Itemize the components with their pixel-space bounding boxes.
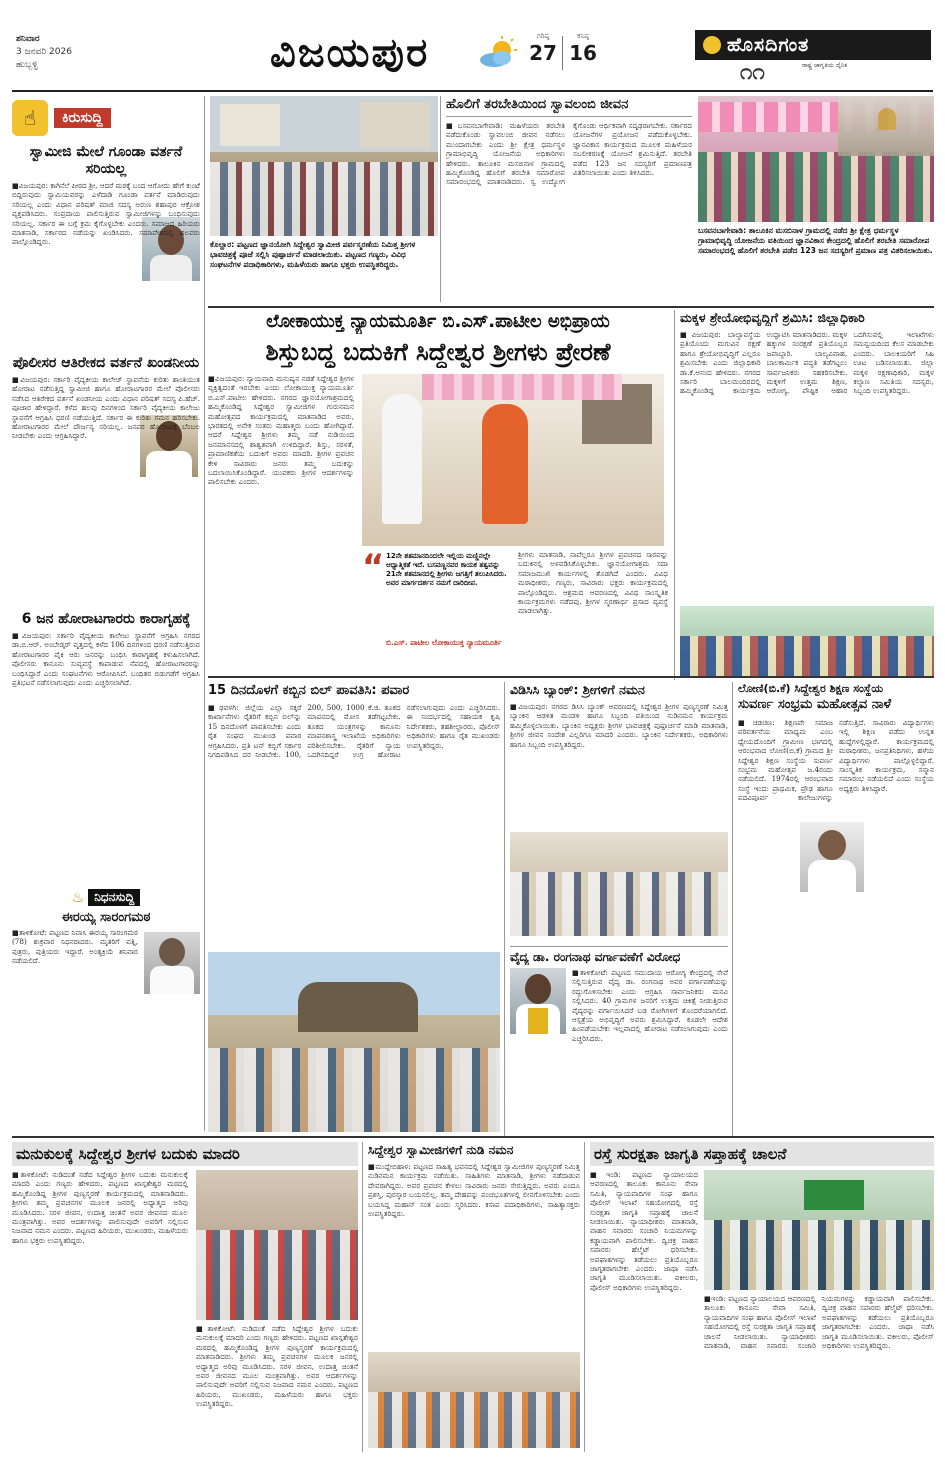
brand-logo	[695, 30, 931, 60]
lokayukta-quote-box	[362, 547, 512, 666]
obituary-name: ಈರಯ್ಯ ಸಾರಂಗಮಠ	[61, 910, 151, 925]
brand-tagline: ರಾಷ್ಟ್ರ ಜಾಗೃತಿಯ ದೈನಿಕ	[802, 62, 848, 69]
brand-name: ಹೊಸದಿಗಂತ	[727, 34, 810, 56]
vaidya-body: ■ತಾಳಿಕೋಟೆ: ಪಟ್ಟಣದ ಸಮುದಾಯ ಆರೋಗ್ಯ ಕೇಂದ್ರದಲ್ಲಿ ಸೇವೆ ಸಲ್ಲಿಸುತ್ತಿರುವ ವೈದ್ಯ ಡಾ. ರಂಗನಾಥ ಅವರ ವರ್ಗಾವಣೆಯನ್ನು ರದ್ದುಗೊಳಿಸಬೇಕು ಎಂದು ಆಗ್ರಹಿಸಿ ಸಾರ್ವಜನಿಕರು ಮನವಿ ಸಲ್ಲಿಸಿದರು. 40 ಗ್ರಾಮಗಳ ಜನರಿಗೆ ಉತ್ತಮ ಚಿಕಿತ್ಸೆ ನೀಡುತ್ತಿರುವ ವೈದ್ಯರನ್ನು ವರ್ಗಾಯಿಸಿದರೆ ಬಡ ರೋಗಿಗಳಿಗೆ ತೊಂದರೆಯಾಗಲಿದೆ. ಆಸ್ಪತ್ರೆಯ ಅಭಿವೃದ್ಧಿಗೆ ಅವರು ಶ್ರಮಿಸಿದ್ದಾರೆ. ಕೂಡಲೇ ಆದೇಶ ಹಿಂಪಡೆಯಬೇಕು ಇಲ್ಲವಾದಲ್ಲಿ ಹೋರಾಟ ನಡೆಸಲಾಗುವುದು ಎಂದು ಎಚ್ಚರಿಸಿದರು.	[572, 968, 728, 1043]
bottom-body-1: ■ತಾಳಿಕೋಟೆ: ನುಡಿದಂತೆ ನಡೆದ ಸಿದ್ದೇಶ್ವರ ಶ್ರೀಗಳ ಬದುಕು ಮನುಕುಲಕ್ಕೆ ಮಾದರಿ ಎಂದು ಗಣ್ಯರು ಹೇಳಿದರು. ಪಟ್ಟಣದ ಖಾಸ್ಗತೇಶ್ವರ ಮಠದಲ್ಲಿ ಹಮ್ಮಿಕೊಂಡಿದ್ದ ಶ್ರೀಗಳ ಪುಣ್ಯಸ್ಮರಣೆ ಕಾರ್ಯಕ್ರಮದಲ್ಲಿ ಮಾತನಾಡಿದರು. ಶ್ರೀಗಳು ತಮ್ಮ ಪ್ರವಚನಗಳ ಮೂಲಕ ಜನರಲ್ಲಿ ಅಧ್ಯಾತ್ಮದ ಅರಿವು ಮೂಡಿಸಿದರು. ಸರಳ ಜೀವನ, ಉದಾತ್ತ ಚಿಂತನೆ ಅವರ ಜೀವನದ ಮೂಲ ಮಂತ್ರವಾಗಿತ್ತು. ಅವರ ಆದರ್ಶಗಳನ್ನು ಪಾಲಿಸುವುದೇ ಅವರಿಗೆ ಸಲ್ಲಿಸುವ ನಿಜವಾದ ನಮನ ಎಂದರು. ಪಟ್ಟಣದ ಹಿರಿಯರು, ಮುಖಂಡರು, ಮಹಿಳೆಯರು ಹಾಗೂ ಭಕ್ತರು ಉಪಸ್ಥಿತರಿದ್ದರು.	[12, 1170, 188, 1245]
lone-article	[738, 682, 934, 1136]
felicitation-photo	[210, 96, 438, 236]
max-temp-block	[524, 32, 562, 65]
obituary-body: ■ತಾಳಿಕೋಟೆ: ಪಟ್ಟಣದ ನಿವಾಸಿ ಈರಯ್ಯ ಸಾರಂಗಮಠ (78) ಶುಕ್ರವಾರ ನಿಧನರಾದರು. ಮೃತರಿಗೆ ಪತ್ನಿ, ಪುತ್ರರು, ಪುತ್ರಿಯರು ಇದ್ದಾರೆ. ಅಂತ್ಯಕ್ರಿಯೆ ಶನಿವಾರ ನಡೆಯಲಿದೆ.	[12, 928, 138, 966]
lone-title: ಸುವರ್ಣ ಸಂಭ್ರಮ ಮಹೋತ್ಸವ ನಾಳೆ	[738, 697, 892, 712]
makkala-title: ಮಕ್ಕಳ ಶ್ರೇಯೋಭಿವೃದ್ಧಿಗೆ ಶ್ರಮಿಸಿ: ಜಿಲ್ಲಾಧಿಕಾರಿ	[680, 310, 865, 325]
bottom-article-1	[12, 1142, 358, 1452]
lamp-icon: ♨	[71, 889, 85, 906]
edition-title: ವಿಜಯಪುರ	[270, 30, 430, 76]
lokayukta-title: ಶಿಸ್ತುಬದ್ಧ ಬದುಕಿಗೆ ಸಿದ್ದೇಶ್ವರ ಶ್ರೀಗಳು ಪ್ರೇರಣೆ	[265, 338, 611, 366]
lokayukta-body-2: ಶ್ರೀಗಳು ಮಾತನಾಡಿ, ನಾವೆಲ್ಲರೂ ಶ್ರೀಗಳ ಪ್ರವಚನದ ಸಾರವನ್ನು ಬದುಕಿನಲ್ಲಿ ಅಳವಡಿಸಿಕೊಳ್ಳಬೇಕು. ಜ್ಞಾನಯೋಗಾಶ್ರಮ ಸದಾ ಸಮಾಜಮುಖಿ ಕಾರ್ಯಗಳಲ್ಲಿ ತೊಡಗಿದೆ ಎಂದರು. ವಿವಿಧ ಮಠಾಧೀಶರು, ಗಣ್ಯರು, ಸಾವಿರಾರು ಭಕ್ತರು ಕಾರ್ಯಕ್ರಮದಲ್ಲಿ ಪಾಲ್ಗೊಂಡಿದ್ದರು. ಆಶ್ರಮದ ಆವರಣದಲ್ಲಿ ವಿವಿಧ ಸಾಂಸ್ಕೃತಿಕ ಕಾರ್ಯಕ್ರಮಗಳು ನಡೆದವು. ಶ್ರೀಗಳ ಸ್ಮರಣಾರ್ಥ ಪ್ರಸಾದ ವ್ಯವಸ್ಥೆ ಮಾಡಲಾಗಿತ್ತು.	[518, 550, 668, 616]
min-temp-label: ಕನಿಷ್ಠ	[577, 32, 589, 40]
bottom-title-1: ಮನುಕುಲಕ್ಕೆ ಸಿದ್ದೇಶ್ವರ ಶ್ರೀಗಳ ಬದುಕು ಮಾದರಿ	[12, 1142, 358, 1166]
kiru-suddi-section	[12, 96, 200, 1131]
nidhana-header	[12, 889, 200, 906]
kiru-headline-3: 6 ಜನ ಹೋರಾಟಗಾರರು ಕಾರಾಗೃಹಕ್ಕೆ	[21, 611, 191, 627]
bill-title: 15 ದಿನದೊಳಗೆ ಕಬ್ಬಿನ ಬಿಲ್ ಪಾವತಿಸಿ: ಪವಾರ	[208, 683, 410, 698]
bill-article	[208, 682, 500, 1136]
lokayukta-article	[208, 310, 668, 670]
max-temp-value: 27	[529, 41, 557, 65]
children-event-photo	[680, 606, 934, 676]
kiru-body-3: ■ವಿಜಯಪುರ: ಸರ್ಕಾರಿ ವೈದ್ಯಕೀಯ ಕಾಲೇಜು ಸ್ಥಾಪನೆಗೆ ಆಗ್ರಹಿಸಿ ನಗರದ ಡಾ.ಬಿ.ಆರ್. ಅಂಬೇಡ್ಕರ್ ವೃತ್ತದಲ್ಲಿ ಕಳೆದ 106 ದಿನಗಳಿಂದ ಧರಣಿ ನಡೆಸುತ್ತಿರುವ ಹೋರಾಟಗಾರರ ಪೈಕಿ ಆರು ಜನರನ್ನು ಬಂಧಿಸಿ ಕಾರಾಗೃಹಕ್ಕೆ ಕಳುಹಿಸಲಾಗಿದೆ. ಪೊಲೀಸರು ಕಾನೂನು ಸುವ್ಯವಸ್ಥೆ ಕಾಪಾಡುವ ನೆಪದಲ್ಲಿ ಹೋರಾಟಗಾರರನ್ನು ಬಂಧಿಸಿದ್ದಾರೆ ಎಂದು ಸಂಘಟನೆಗಳು ಆರೋಪಿಸಿವೆ. ಬಂಧಿತರ ಬಿಡುಗಡೆಗೆ ಆಗ್ರಹಿಸಿ ಪ್ರತಿಭಟನೆ ನಡೆಸಲಾಗುವುದು ಎಂದು ಎಚ್ಚರಿಸಲಾಗಿದೆ.	[12, 631, 200, 688]
kiru-suddi-header	[12, 96, 200, 140]
min-temp-value: 16	[569, 41, 597, 65]
day-label: ಶನಿವಾರ	[16, 34, 40, 44]
holige-title: ಹೊಲಿಗೆ ತರಬೇತಿಯಿಂದ ಸ್ವಾವಲಂಬಿ ಜೀವನ	[446, 96, 692, 117]
lokayukta-quote-by: ಬಿ.ಎಸ್. ಪಾಟೀಲ ಲೋಕಾಯುಕ್ತ ನ್ಯಾಯಮೂರ್ತಿ	[386, 638, 502, 647]
date-label: 3 ಜನವರಿ 2026	[16, 47, 72, 57]
vdcc-article	[510, 682, 728, 942]
lokayukta-kicker: ಲೋಕಾಯುಕ್ತ ನ್ಯಾಯಮೂರ್ತಿ ಬಿ.ಎಸ್.ಪಾಟೀಲ ಅಭಿಪ್ರಾಯ	[266, 311, 610, 332]
makkala-article	[680, 310, 934, 680]
tailoring-caption: ಬಸವನಬಾಗೇವಾಡಿ: ತಾಲೂಕಿನ ಮಸಬಿನಾಳ ಗ್ರಾಮದಲ್ಲಿ ನಡೆದ ಶ್ರೀ ಕ್ಷೇತ್ರ ಧರ್ಮಸ್ಥಳ ಗ್ರಾಮಾಭಿವೃದ್ಧಿ ಯೋಜನೆಯ ವತಿಯಿಂದ ಜ್ಞಾನವಿಕಾಸ ಕೇಂದ್ರದಲ್ಲಿ ಹೊಲಿಗೆ ತರಬೇತಿ ಸಮಾರೋಪ ಸಮಾರಂಭದಲ್ಲಿ ಹೊಲಿಗೆ ತರಬೇತಿ ಪಡೆದ 123 ಜನ ಸದಸ್ಯರಿಗೆ ಪ್ರಮಾಣ ಪತ್ರ ವಿತರಿಸಲಾಯಿತು.	[698, 226, 933, 255]
city-label: ಹುಬ್ಬಳ್ಳಿ	[16, 60, 38, 70]
masthead	[12, 30, 933, 90]
bottom-body-2: ■ಮುದ್ದೇಬಿಹಾಳ: ಪಟ್ಟಣದ ಸಾಹಿತ್ಯ ಭವನದಲ್ಲಿ ಸಿದ್ದೇಶ್ವರ ಸ್ವಾಮೀಜಿಗಳ ಪುಣ್ಯಸ್ಮರಣೆ ನಿಮಿತ್ತ ನುಡಿನಮನ ಕಾರ್ಯಕ್ರಮ ನಡೆಯಿತು. ಸಾಹಿತಿಗಳು ಮಾತನಾಡಿ, ಶ್ರೀಗಳು ನಡೆದಾಡುವ ದೇವರಾಗಿದ್ದರು. ಅವರ ಪ್ರವಚನ ಕೇಳಲು ಸಾವಿರಾರು ಜನರು ಸೇರುತ್ತಿದ್ದರು. ಅವರು ಎಂದೂ ಪ್ರಶಸ್ತಿ, ಪುರಸ್ಕಾರ ಬಯಸಲಿಲ್ಲ. ತಮ್ಮ ದೇಹವನ್ನು ಪಂಚಭೂತಗಳಲ್ಲಿ ಲೀನಗೊಳಿಸಬೇಕು ಎಂದು ಬಯಸಿದ್ದ ಮಹಾನ್ ಸಂತ ಎಂದು ಸ್ಮರಿಸಿದರು. ಕಸಾಪ ಪದಾಧಿಕಾರಿಗಳು, ಸಾಹಿತ್ಯಾಸಕ್ತರು ಉಪಸ್ಥಿತರಿದ್ದರು.	[368, 1162, 580, 1219]
bottom-title-2: ಸಿದ್ದೇಶ್ವರ ಸ್ವಾಮೀಜಿಗಳಿಗೆ ನುಡಿ ನಮನ	[368, 1143, 514, 1157]
hand-icon: ☝	[12, 100, 48, 136]
lone-body: ■ಚಡಚಣ: ಶಿಕ್ಷಣವೇ ಸಮಾಜ ಪರಿವರ್ತನೆಯ ಮಾಧ್ಯಮ ಎಂಬ ಧ್ಯೇಯದೊಂದಿಗೆ ಗ್ರಾಮೀಣ ಭಾಗದಲ್ಲಿ ಆರಂಭವಾದ ಲೋಣಿ(ಬಿ.ಕೆ) ಗ್ರಾಮದ ಶ್ರೀ ಸಿದ್ದೇಶ್ವರ ಶಿಕ್ಷಣ ಸಂಸ್ಥೆಯ ಸುವರ್ಣ ಸಂಭ್ರಮ ಮಹೋತ್ಸವ ಜ.4ರಂದು ನಡೆಯಲಿದೆ. 1974ರಲ್ಲಿ ಆರಂಭವಾದ ಸಂಸ್ಥೆ ಇಂದು ಪ್ರಾಥಮಿಕ, ಪ್ರೌಢ ಹಾಗೂ ಪದವಿಪೂರ್ವ ಕಾಲೇಜುಗಳನ್ನು ನಡೆಸುತ್ತಿದೆ. ಸಾವಿರಾರು ವಿದ್ಯಾರ್ಥಿಗಳು ಇಲ್ಲಿ ಶಿಕ್ಷಣ ಪಡೆದು ಉನ್ನತ ಹುದ್ದೆಗಳಲ್ಲಿದ್ದಾರೆ. ಕಾರ್ಯಕ್ರಮದಲ್ಲಿ ಮಠಾಧೀಶರು, ಜನಪ್ರತಿನಿಧಿಗಳು, ಹಳೆಯ ವಿದ್ಯಾರ್ಥಿಗಳು ಪಾಲ್ಗೊಳ್ಳಲಿದ್ದಾರೆ. ಸಾಂಸ್ಕೃತಿಕ ಕಾರ್ಯಕ್ರಮ, ಸನ್ಮಾನ ಸಮಾರಂಭ ನಡೆಯಲಿದೆ ಎಂದು ಸಂಸ್ಥೆಯ ಅಧ್ಯಕ್ಷರು ತಿಳಿಸಿದ್ದಾರೆ.	[738, 718, 934, 803]
min-temp-block	[564, 32, 602, 65]
kiru-suddi-label: ಕಿರುಸುದ್ದಿ	[54, 108, 111, 128]
kiru-headline-2: ಪೊಲೀಸರ ಆತಿರೇಕದ ವರ್ತನೆ ಖಂಡನೀಯ	[12, 355, 200, 371]
doctor-portrait-photo	[510, 968, 566, 1034]
vaidya-article	[510, 946, 728, 1136]
bottom-body-3: ■ಇಂಡಿ: ಪಟ್ಟಣದ ನ್ಯಾಯಾಲಯದ ಆವರಣದಲ್ಲಿ ತಾಲೂಕು ಕಾನೂನು ಸೇವಾ ಸಮಿತಿ, ನ್ಯಾಯವಾದಿಗಳ ಸಂಘ ಹಾಗೂ ಪೊಲೀಸ್ ಇಲಾಖೆ ಸಹಯೋಗದಲ್ಲಿ ರಸ್ತೆ ಸುರಕ್ಷತಾ ಜಾಗೃತಿ ಸಪ್ತಾಹಕ್ಕೆ ಚಾಲನೆ ನೀಡಲಾಯಿತು. ನ್ಯಾಯಾಧೀಶರು ಮಾತನಾಡಿ, ವಾಹನ ಸವಾರರು ಸಂಚಾರಿ ನಿಯಮಗಳನ್ನು ಕಡ್ಡಾಯವಾಗಿ ಪಾಲಿಸಬೇಕು. ದ್ವಿಚಕ್ರ ವಾಹನ ಸವಾರರು ಹೆಲ್ಮೆಟ್ ಧರಿಸಬೇಕು. ಅಪಘಾತಗಳನ್ನು ತಡೆಯಲು ಪ್ರತಿಯೊಬ್ಬರೂ ಜಾಗೃತರಾಗಬೇಕು ಎಂದರು. ಜಾಥಾ ನಡೆಸಿ ಜಾಗೃತಿ ಮೂಡಿಸಲಾಯಿತು. ವಕೀಲರು, ಪೊಲೀಸ್ ಅಧಿಕಾರಿಗಳು ಉಪಸ್ಥಿತರಿದ್ದರು.	[590, 1170, 698, 1292]
bottom-photo-2	[368, 1352, 580, 1448]
vdcc-body: ■ವಿಜಯಪುರ: ನಗರದ ಡಿಸಿಸಿ ಬ್ಯಾಂಕ್ ಆವರಣದಲ್ಲಿ ಸಿದ್ದೇಶ್ವರ ಶ್ರೀಗಳ ಪುಣ್ಯಸ್ಮರಣೆ ನಿಮಿತ್ತ ಬ್ಯಾಂಕಿನ ಆಡಳಿತ ಮಂಡಳಿ ಹಾಗೂ ಸಿಬ್ಬಂದಿ ವತಿಯಿಂದ ನುಡಿನಮನ ಕಾರ್ಯಕ್ರಮ ಹಮ್ಮಿಕೊಳ್ಳಲಾಯಿತು. ಬ್ಯಾಂಕಿನ ಅಧ್ಯಕ್ಷರು ಶ್ರೀಗಳ ಭಾವಚಿತ್ರಕ್ಕೆ ಪುಷ್ಪಾರ್ಚನೆ ಮಾಡಿ ಮಾತನಾಡಿ, ಶ್ರೀಗಳ ಜೀವನ ಸಂದೇಶ ಎಲ್ಲರಿಗೂ ಮಾದರಿ ಎಂದರು. ಬ್ಯಾಂಕಿನ ನಿರ್ದೇಶಕರು, ಅಧಿಕಾರಿಗಳು ಹಾಗೂ ಸಿಬ್ಬಂದಿ ಉಪಸ್ಥಿತರಿದ್ದರು.	[510, 702, 728, 749]
bottom-photo-1	[196, 1170, 358, 1320]
holige-article	[446, 96, 692, 302]
lamp-lighting-photo	[362, 374, 664, 546]
page-number: ೧೧	[740, 60, 765, 85]
holige-body: ■ಬಸವನಬಾಗೇವಾಡಿ: ಮಹಿಳೆಯರು ತರಬೇತಿ ಪಡೆದುಕೊಂಡು ಸ್ವಾವಲಂಬಿ ಜೀವನ ನಡೆಸಲು ಮುಂದಾಗಬೇಕು ಎಂದು ಶ್ರೀ ಕ್ಷೇತ್ರ ಧರ್ಮಸ್ಥಳ ಗ್ರಾಮಾಭಿವೃದ್ಧಿ ಯೋಜನೆಯ ಅಧಿಕಾರಿಗಳು ಹೇಳಿದರು. ತಾಲೂಕಿನ ಮಸಬಿನಾಳ ಗ್ರಾಮದಲ್ಲಿ ಹಮ್ಮಿಕೊಂಡಿದ್ದ ಹೊಲಿಗೆ ತರಬೇತಿ ಸಮಾರೋಪ ಸಮಾರಂಭದಲ್ಲಿ ಮಾತನಾಡಿದರು. ಸ್ವ ಉದ್ಯೋಗ ಕೈಗೊಂಡು ಆರ್ಥಿಕವಾಗಿ ಸದೃಢರಾಗಬೇಕು. ಸರ್ಕಾರದ ಯೋಜನೆಗಳ ಪ್ರಯೋಜನ ಪಡೆದುಕೊಳ್ಳಬೇಕು. ಜ್ಞಾನವಿಕಾಸ ಕಾರ್ಯಕ್ರಮದ ಮೂಲಕ ಮಹಿಳೆಯರ ಸಬಲೀಕರಣಕ್ಕೆ ಯೋಜನೆ ಶ್ರಮಿಸುತ್ತಿದೆ. ತರಬೇತಿ ಪಡೆದ 123 ಜನ ಸದಸ್ಯರಿಗೆ ಪ್ರಮಾಣಪತ್ರ ವಿತರಿಸಲಾಯಿತು ಎಂದು ತಿಳಿಸಿದರು.	[446, 121, 692, 187]
bank-tribute-photo	[510, 832, 728, 936]
date-block	[16, 34, 136, 70]
kiru-body-1: ■ವಿಜಯಪುರ: ಕಾಗಿನೆಲೆ ಪೀಠದ ಶ್ರೀ, ಆದರೆ ಮಠಕ್ಕೆ ಬಂದ ಆಗೋದು ಹೇಗೆ ಕುಂಟೆ ಬಿದ್ದಿರುವುದು ಸ್ವಾಮಿಯವರನ್ನು ಎಳೆದಾಡಿ ಗೂಂಡಾ ವರ್ತನೆ ಮಾಡಿರುವುದು ಸರಿಯಲ್ಲ ಎಂದು ವಿಧಾನ ಪರಿಷತ್ ಮಾಜಿ ಸದಸ್ಯ ಅರುಣ ಶಹಾಪುರ ಆಕ್ರೋಶ ವ್ಯಕ್ತಪಡಿಸಿದರು. ಸಂಪ್ರದಾಯ ಪಾಲಿಸುತ್ತಿರುವ ಸ್ವಾಮೀಜಿಗಳನ್ನು ಬಂಧಿಸುವುದು ಸರಿಯಲ್ಲ. ಸರ್ಕಾರ ಈ ಬಗ್ಗೆ ಕ್ರಮ ಕೈಗೊಳ್ಳಬೇಕು ಎಂದರು. ಸಮಾಜದ ಹಿರಿಯರು ಮಾತನಾಡಿ, ಸರ್ಕಾರದ ನಡೆಯನ್ನು ಖಂಡಿಸಿದರು. ಸಮಾವೇಶದಲ್ಲಿ ಹಲವರು ಪಾಲ್ಗೊಂಡಿದ್ದರು.	[12, 181, 200, 247]
kiru-headline-1: ಸ್ವಾಮೀಜಿ ಮೇಲೆ ಗೂಂಡಾ ವರ್ತನೆ ಸರಿಯಲ್ಲ	[29, 144, 183, 177]
sugarcane-protest-photo	[208, 952, 500, 1132]
lokayukta-body-1: ■ವಿಜಯಪುರ: ನ್ಯಾಯವಾದಿ ಮನುಷ್ಯನ ನಡತೆ ಸಿದ್ದೇಶ್ವರ ಶ್ರೀಗಳ ವ್ಯಕ್ತಿತ್ವದಂತೆ ಇರಬೇಕು ಎಂದು ಲೋಕಾಯುಕ್ತ ನ್ಯಾಯಮೂರ್ತಿ ಬಿ.ಎಸ್.ಪಾಟೀಲ ಹೇಳಿದರು. ನಗರದ ಜ್ಞಾನಯೋಗಾಶ್ರಮದಲ್ಲಿ ಹಮ್ಮಿಕೊಂಡಿದ್ದ ಸಿದ್ದೇಶ್ವರ ಸ್ವಾಮೀಜಿಗಳ ಗುರುನಮನ ಮಹೋತ್ಸವದ ಕಾರ್ಯಕ್ರಮದಲ್ಲಿ ಮಾತನಾಡಿದ ಅವರು, ಭಾರತದಲ್ಲಿ ಅನೇಕ ಸಂತರು ಮಹಾತ್ಮರು ಬಂದು ಹೋಗಿದ್ದಾರೆ. ಆದರೆ ಸಿದ್ದೇಶ್ವರ ಶ್ರೀಗಳು ತಮ್ಮ ನಡೆ ನುಡಿಯಿಂದ ಜನಮಾನಸದಲ್ಲಿ ಶಾಶ್ವತವಾಗಿ ಉಳಿದಿದ್ದಾರೆ. ಶಿಸ್ತು, ಸರಳತೆ, ಪ್ರಾಮಾಣಿಕತೆಯ ಬದುಕಿಗೆ ಅವರು ಮಾದರಿ. ಶ್ರೀಗಳ ಪ್ರವಚನ ಕೇಳಿ ಸಾವಿರಾರು ಜನರು ತಮ್ಮ ಬದುಕನ್ನು ಬದಲಾಯಿಸಿಕೊಂಡಿದ್ದಾರೆ. ಯುವಕರು ಶ್ರೀಗಳ ಆದರ್ಶಗಳನ್ನು ಪಾಲಿಸಬೇಕು ಎಂದರು.	[208, 374, 354, 487]
obituary-photo	[144, 932, 200, 994]
kiru-body-2: ■ವಿಜಯಪುರ: ಸರ್ಕಾರಿ ವೈದ್ಯಕೀಯ ಕಾಲೇಜ್ ಸ್ಥಾಪನೆಯ ಕುರಿತು ಶಾಂತಿಯುತ ಹೋರಾಟ ನಡೆಸುತ್ತಿದ್ದ ಸ್ವಾಮೀಜಿ ಹಾಗೂ ಹೋರಾಟಗಾರರ ಮೇಲೆ ಪೊಲೀಸರು ನಡೆಸಿದ ಆತಿರೇಕದ ವರ್ತನೆ ಖಂಡನೀಯ ಎಂದು ವಿಧಾನ ಪರಿಷತ್ ಸದಸ್ಯ ಪಿ.ಹೆಚ್. ಪೂಜಾರ ಹೇಳಿದ್ದಾರೆ. ಕಳೆದ ಹಲವು ದಿನಗಳಿಂದ ಸರ್ಕಾರಿ ವೈದ್ಯಕೀಯ ಕಾಲೇಜು ಸ್ಥಾಪನೆಗೆ ಆಗ್ರಹಿಸಿ ಧರಣಿ ನಡೆಯುತ್ತಿದೆ. ಸರ್ಕಾರ ಈ ಕುರಿತು ಗಮನ ಹರಿಸಬೇಕು. ಹೋರಾಟಗಾರರ ಮೇಲೆ ದೌರ್ಜನ್ಯ ಸರಿಯಲ್ಲ. ಜನಪರ ಹೋರಾಟಕ್ಕೆ ಬೆಂಬಲ ನೀಡಬೇಕು ಎಂದು ಆಗ್ರಹಿಸಿದ್ದಾರೆ.	[12, 375, 200, 441]
weather-icon	[478, 36, 518, 70]
bell-temple-photo	[838, 96, 934, 156]
felicitation-caption: ಕೊಲ್ಹಾರ: ಪಟ್ಟಣದ ಜ್ಞಾನಯೋಗಿ ಸಿದ್ದೇಶ್ವರ ಸ್ವಾಮೀಜಿ ಪರ್ವಸ್ಮರಣೆಯ ನಿಮಿತ್ತ ಶ್ರೀಗಳ ಭಾವಚಿತ್ರಕ್ಕೆ ಪೂಜೆ ಸಲ್ಲಿಸಿ ಪುಷ್ಪಾರ್ಚನೆ ಮಾಡಲಾಯಿತು. ಪಟ್ಟಣದ ಗಣ್ಯರು, ವಿವಿಧ ಸಂಘಟನೆಗಳ ಪದಾಧಿಕಾರಿಗಳು, ಮಹಿಳೆಯರು ಹಾಗೂ ಭಕ್ತರು ಉಪಸ್ಥಿತರಿದ್ದರು.	[210, 240, 416, 269]
vaidya-title: ವೈದ್ಯ ಡಾ. ರಂಗನಾಥ ವರ್ಗಾವಣೆಗೆ ವಿರೋಧ	[510, 946, 728, 965]
bill-body: ■ಢವಳಗಿ: ಜಿಲ್ಲೆಯ ಎಲ್ಲಾ ಸಕ್ಕರೆ ಕಾರ್ಖಾನೆಗಳು ರೈತರಿಗೆ ಕಬ್ಬಿನ ಬಿಲ್‌ನ್ನು 15 ದಿನದೊಳಗೆ ಪಾವತಿಸಬೇಕು ಎಂದು ರೈತ ಸಂಘದ ಮುಖಂಡ ಪವಾರ ಆಗ್ರಹಿಸಿದರು. ಪ್ರತಿ ಟನ್ ಕಬ್ಬಿಗೆ ಸರ್ಕಾರ ನಿಗದಿಪಡಿಸಿದ ದರ ನೀಡಬೇಕು. 100, 200, 500, 1000 ಕೆ.ಜಿ. ತೂಕದ ಮಾಪನದಲ್ಲಿ ಮೋಸ ತಡೆಗಟ್ಟಬೇಕು. ತೂಕದ ಯಂತ್ರಗಳನ್ನು ಕಾನೂನು ಮಾಪನಶಾಸ್ತ್ರ ಇಲಾಖೆಯ ಅಧಿಕಾರಿಗಳು ಪರಿಶೀಲಿಸಬೇಕು. ರೈತರಿಗೆ ನ್ಯಾಯ ಒದಗಿಸದಿದ್ದರೆ ಉಗ್ರ ಹೋರಾಟ ನಡೆಸಲಾಗುವುದು ಎಂದು ಎಚ್ಚರಿಸಿದರು. ಈ ಸಂದರ್ಭದಲ್ಲಿ ಸಹಾಯಕ ಕೃಷಿ ನಿರ್ದೇಶಕರು, ತಹಶೀಲ್ದಾರರು, ಪೊಲೀಸ್ ಅಧಿಕಾರಿಗಳು ಹಾಗೂ ರೈತ ಮುಖಂಡರು ಉಪಸ್ಥಿತರಿದ್ದರು.	[208, 703, 500, 760]
max-temp-label: ಗರಿಷ್ಠ	[536, 32, 550, 40]
bottom-title-3: ರಸ್ತೆ ಸುರಕ್ಷತಾ ಜಾಗೃತಿ ಸಪ್ತಾಹಕ್ಕೆ ಚಾಲನೆ	[590, 1142, 934, 1166]
nidhana-label: ನಿಧನಸುದ್ದಿ	[88, 889, 140, 906]
road-safety-photo	[704, 1170, 934, 1290]
vdcc-title: ವಿಡಿಸಿಸಿ ಬ್ಯಾಂಕ್: ಶ್ರೀಗಳಿಗೆ ನಮನ	[510, 682, 645, 697]
bottom-body-3b: ■ಇಂಡಿ: ಪಟ್ಟಣದ ನ್ಯಾಯಾಲಯದ ಆವರಣದಲ್ಲಿ ತಾಲೂಕು ಕಾನೂನು ಸೇವಾ ಸಮಿತಿ, ನ್ಯಾಯವಾದಿಗಳ ಸಂಘ ಹಾಗೂ ಪೊಲೀಸ್ ಇಲಾಖೆ ಸಹಯೋಗದಲ್ಲಿ ರಸ್ತೆ ಸುರಕ್ಷತಾ ಜಾಗೃತಿ ಸಪ್ತಾಹಕ್ಕೆ ಚಾಲನೆ ನೀಡಲಾಯಿತು. ನ್ಯಾಯಾಧೀಶರು ಮಾತನಾಡಿ, ವಾಹನ ಸವಾರರು ಸಂಚಾರಿ ನಿಯಮಗಳನ್ನು ಕಡ್ಡಾಯವಾಗಿ ಪಾಲಿಸಬೇಕು. ದ್ವಿಚಕ್ರ ವಾಹನ ಸವಾರರು ಹೆಲ್ಮೆಟ್ ಧರಿಸಬೇಕು. ಅಪಘಾತಗಳನ್ನು ತಡೆಯಲು ಪ್ರತಿಯೊಬ್ಬರೂ ಜಾಗೃತರಾಗಬೇಕು ಎಂದರು. ಜಾಥಾ ನಡೆಸಿ ಜಾಗೃತಿ ಮೂಡಿಸಲಾಯಿತು. ವಕೀಲರು, ಪೊಲೀಸ್ ಅಧಿಕಾರಿಗಳು ಉಪಸ್ಥಿತರಿದ್ದರು.	[704, 1294, 934, 1351]
makkala-body: ■ವಿಜಯಪುರ: ಬಾಲ್ಯಾವಸ್ಥೆಯ ಪ್ರತಿಯೊಂದು ಮಗುವಿನ ರಕ್ಷಣೆ ಹಾಗೂ ಶ್ರೇಯೋಭಿವೃದ್ಧಿಗೆ ಎಲ್ಲರೂ ಶ್ರಮಿಸಬೇಕು ಎಂದು ಜಿಲ್ಲಾಧಿಕಾರಿ ಡಾ.ಕೆ.ಆನಂದ ಹೇಳಿದರು. ನಗರದ ಸರ್ಕಾರಿ ಬಾಲಮಂದಿರದಲ್ಲಿ ಹಮ್ಮಿಕೊಂಡಿದ್ದ ಕಾರ್ಯಕ್ರಮ ಉದ್ಘಾಟಿಸಿ ಮಾತನಾಡಿದರು. ಮಕ್ಕಳ ಹಕ್ಕುಗಳ ಸಂರಕ್ಷಣೆ ಪ್ರತಿಯೊಬ್ಬರ ಜವಾಬ್ದಾರಿ. ಬಾಲ್ಯವಿವಾಹ, ಬಾಲಕಾರ್ಮಿಕ ಪದ್ಧತಿ ತಡೆಗಟ್ಟಲು ಸಾರ್ವಜನಿಕರು ಸಹಕರಿಸಬೇಕು. ಮಕ್ಕಳಿಗೆ ಉತ್ತಮ ಶಿಕ್ಷಣ, ಆರೋಗ್ಯ, ಪೌಷ್ಟಿಕ ಆಹಾರ ಒದಗಿಸುವಲ್ಲಿ ಇಲಾಖೆಗಳು ಸಮನ್ವಯದಿಂದ ಕೆಲಸ ಮಾಡಬೇಕು ಎಂದರು. ಬಾಲಕಿಯರಿಗೆ ಸಿಹಿ ಊಟ ಬಡಿಸಲಾಯಿತು. ಜಿಲ್ಲಾ ಮಕ್ಕಳ ರಕ್ಷಣಾಧಿಕಾರಿ, ಮಕ್ಕಳ ಕಲ್ಯಾಣ ಸಮಿತಿಯ ಸದಸ್ಯರು, ಸಿಬ್ಬಂದಿ ಉಪಸ್ಥಿತರಿದ್ದರು.	[680, 330, 934, 396]
lokayukta-quote: 12ನೇ ಶತಮಾನದಿಂದಲೇ ಇಲ್ಲಿಯ ಮಣ್ಣಿನಲ್ಲೇ ಆಧ್ಯಾತ್ಮಿಕತೆ ಇದೆ. ಬಸವಣ್ಣನವರ ಕಾಯಕ ತತ್ವವನ್ನು 21ನೇ ಶತಮಾನದಲ್ಲಿ ಶ್ರೀಗಳು ಜಗತ್ತಿಗೆ ತಲುಪಿಸಿದರು. ಅವರ ಮಾರ್ಗದರ್ಶನ ನಮಗೆ ದಾರಿದೀಪ.	[386, 552, 507, 587]
bottom-article-3	[590, 1142, 934, 1452]
bottom-body-1b: ■ತಾಳಿಕೋಟೆ: ನುಡಿದಂತೆ ನಡೆದ ಸಿದ್ದೇಶ್ವರ ಶ್ರೀಗಳ ಬದುಕು ಮನುಕುಲಕ್ಕೆ ಮಾದರಿ ಎಂದು ಗಣ್ಯರು ಹೇಳಿದರು. ಪಟ್ಟಣದ ಖಾಸ್ಗತೇಶ್ವರ ಮಠದಲ್ಲಿ ಹಮ್ಮಿಕೊಂಡಿದ್ದ ಶ್ರೀಗಳ ಪುಣ್ಯಸ್ಮರಣೆ ಕಾರ್ಯಕ್ರಮದಲ್ಲಿ ಮಾತನಾಡಿದರು. ಶ್ರೀಗಳು ತಮ್ಮ ಪ್ರವಚನಗಳ ಮೂಲಕ ಜನರಲ್ಲಿ ಅಧ್ಯಾತ್ಮದ ಅರಿವು ಮೂಡಿಸಿದರು. ಸರಳ ಜೀವನ, ಉದಾತ್ತ ಚಿಂತನೆ ಅವರ ಜೀವನದ ಮೂಲ ಮಂತ್ರವಾಗಿತ್ತು. ಅವರ ಆದರ್ಶಗಳನ್ನು ಪಾಲಿಸುವುದೇ ಅವರಿಗೆ ಸಲ್ಲಿಸುವ ನಿಜವಾದ ನಮನ ಎಂದರು. ಪಟ್ಟಣದ ಹಿರಿಯರು, ಮುಖಂಡರು, ಮಹಿಳೆಯರು ಹಾಗೂ ಭಕ್ತರು ಉಪಸ್ಥಿತರಿದ್ದರು.	[196, 1324, 358, 1409]
lone-kicker: ಲೋಣಿ(ಬಿ.ಕೆ) ಸಿದ್ದೇಶ್ವರ ಶಿಕ್ಷಣ ಸಂಸ್ಥೆಯ	[738, 682, 884, 695]
bottom-article-2	[368, 1142, 580, 1452]
brand-emblem-icon	[703, 36, 721, 54]
quote-mark-icon: “	[362, 547, 385, 587]
